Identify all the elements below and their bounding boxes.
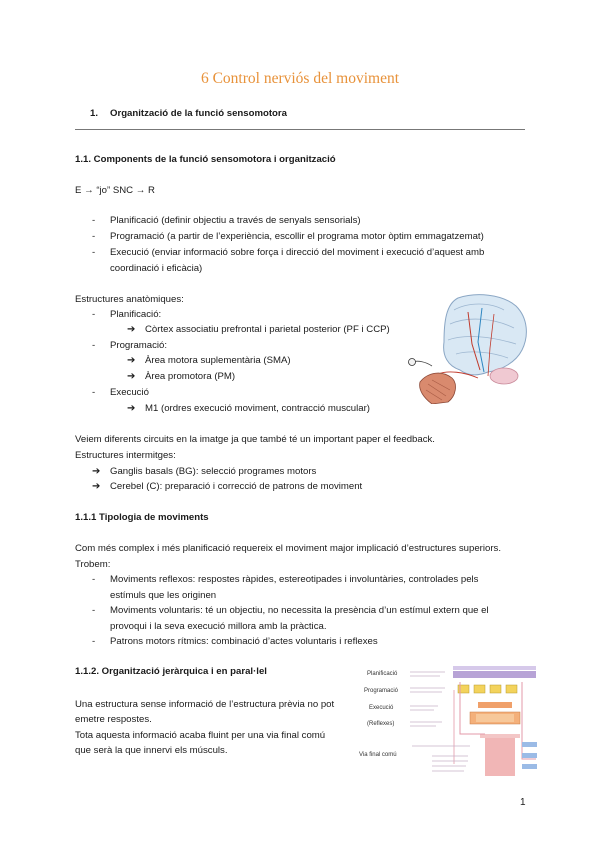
final-path-text: Tota aquesta informació acaba fluint per una via final comú [75, 730, 326, 741]
planning-label: Planificació: [110, 309, 162, 320]
programming-label: Programació: [110, 340, 168, 351]
cerebellum-item: Cerebel (C): preparació i correcció de patrons de moviment [110, 481, 363, 492]
final-path-text-continued: que serà la que innervi els músculs. [75, 745, 228, 756]
sma-item: Àrea motora suplementària (SMA) [145, 355, 291, 366]
arrow-icon: ➔ [92, 481, 101, 492]
phase-item: Execució (enviar informació sobre força i direcció del moviment i execució d’aquest amb [110, 247, 485, 258]
bullet-dash: - [92, 340, 96, 351]
document-title: 6 Control nerviós del moviment [200, 70, 400, 87]
intermediate-heading: Estructures intermitges: [75, 450, 176, 461]
voluntary-movements-continued: provoqui i la seva execució millora amb la pràctica. [110, 621, 327, 632]
anatomic-heading: Estructures anatòmiques: [75, 294, 184, 305]
phase-item: Programació (a partir de l’experiència, escollir el programa motor òptim emmagatzemat) [110, 231, 484, 242]
execution-label: Execució [110, 387, 149, 398]
pm-item: Àrea promotora (PM) [145, 371, 236, 382]
m1-item: M1 (ordres execució moviment, contracció muscular) [145, 403, 370, 414]
horizontal-rule [75, 129, 525, 130]
phase-item-continued: coordinació i eficàcia) [110, 263, 203, 274]
subsection-heading: 1.1.1 Tipologia de moviments [75, 512, 209, 523]
voluntary-movements: Moviments voluntaris: té un objectiu, no necessita la presència d’un estímul extern que el [110, 605, 489, 616]
diagram-label-execution: Execució [369, 705, 394, 711]
subsection-heading: 1.1. Components de la funció sensomotora i organització [75, 154, 336, 165]
arrow-icon: ➔ [127, 324, 136, 335]
bullet-dash: - [92, 215, 96, 226]
bullet-dash: - [92, 231, 96, 242]
reflex-movements-continued: estímuls que les originen [110, 590, 217, 601]
diagram-label-reflexes: (Reflexes) [367, 721, 395, 727]
bullet-dash: - [92, 574, 96, 585]
arrow-icon: ➔ [127, 371, 136, 382]
arrow-icon: ➔ [127, 355, 136, 366]
page-number: 1 [520, 797, 526, 808]
arrow-icon: ➔ [92, 466, 101, 477]
section-heading: Organització de la funció sensomotora [110, 108, 287, 119]
basal-ganglia-item: Ganglis basals (BG): selecció programes motors [110, 466, 317, 477]
brain-circuit-illustration [398, 292, 530, 404]
section-number: 1. [90, 108, 99, 119]
bullet-dash: - [92, 247, 96, 258]
bullet-dash: - [92, 636, 96, 647]
hierarchy-diagram [350, 664, 540, 779]
diagram-label-programming: Programació [364, 688, 399, 694]
bullet-dash: - [92, 387, 96, 398]
flow-text: E → “jo” SNC → R [75, 185, 155, 196]
hierarchy-text-continued: emetre respostes. [75, 714, 152, 725]
bullet-dash: - [92, 309, 96, 320]
reflex-movements: Moviments reflexos: respostes ràpides, estereotipades i involuntàries, controlades pels [110, 574, 479, 585]
subsection-heading: 1.1.2. Organització jeràrquica i en paral·lel [75, 666, 267, 677]
hierarchy-text: Una estructura sense informació de l’estructura prèvia no pot [75, 699, 335, 710]
arrow-icon: ➔ [127, 403, 136, 414]
trobem-text: Trobem: [75, 559, 111, 570]
rhythmic-patterns: Patrons motors rítmics: combinació d’actes voluntaris i reflexes [110, 636, 378, 647]
complexity-text: Com més complex i més planificació requereix el moviment major implicació d’estructures superiors. [75, 543, 502, 554]
feedback-text: Veiem diferents circuits en la imatge ja que també té un important paper el feedback. [75, 434, 435, 445]
phase-item: Planificació (definir objectiu a través de senyals sensorials) [110, 215, 361, 226]
bullet-dash: - [92, 605, 96, 616]
planning-structures: Còrtex associatiu prefrontal i parietal posterior (PF i CCP) [145, 324, 390, 335]
diagram-label-final-path: Via final comú [359, 752, 397, 758]
diagram-label-planning: Planificació [367, 671, 398, 677]
